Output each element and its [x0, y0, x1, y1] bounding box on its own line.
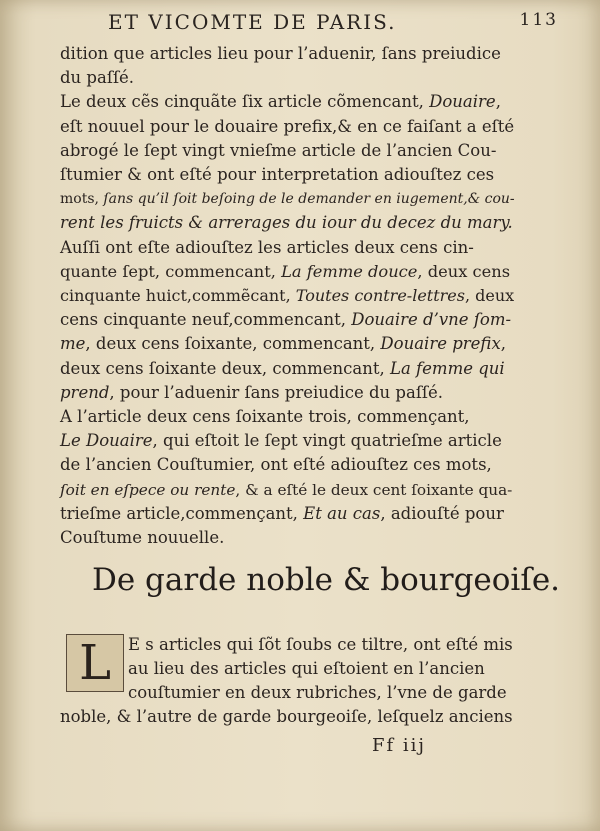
text-run: cinquante huict,commẽcant, — [60, 286, 296, 305]
italic-text: Toutes contre-lettres — [295, 286, 465, 305]
text-run: eſt nouuel pour le douaire prefix,& en ce faiſant a eſté — [60, 116, 515, 136]
decorated-initial-letter: L — [79, 635, 111, 691]
text-run: trieſme article,commençant, — [60, 503, 304, 523]
italic-text: Douaire prefix — [380, 334, 501, 354]
text-run: A l’article deux cens ſoixante trois, commençant, — [60, 407, 470, 426]
text-run: E s articles qui ſõt ſoubs ce tiltre, ont eſté mis — [128, 635, 513, 654]
text-run: couſtumier en deux rubriches, l’vne de garde — [128, 683, 507, 702]
text-line — [60, 405, 515, 429]
italic-text: prend — [60, 382, 110, 402]
text-run: , deux — [464, 286, 515, 305]
text-line — [60, 260, 515, 284]
text-line — [60, 453, 515, 477]
text-line — [128, 657, 515, 681]
text-line — [60, 66, 515, 90]
text-line — [60, 139, 515, 163]
text-line — [60, 211, 515, 235]
text-run: Couſtume nouuelle. — [60, 528, 225, 547]
text-line — [60, 284, 515, 308]
section-heading: De garde noble & bourgeoiſe. — [92, 562, 561, 598]
text-line — [60, 115, 515, 139]
text-run: dition que articles lieu pour l’aduenir, ſans preiudice — [60, 44, 501, 63]
text-line — [60, 478, 515, 502]
text-line — [60, 163, 515, 187]
decorated-initial — [66, 634, 124, 692]
text-line — [128, 681, 515, 705]
text-run: cens cinquante neuf,commencant, — [60, 310, 352, 330]
italic-text: Et au cas — [303, 503, 381, 523]
text-run: au lieu des articles qui eſtoient en l’ancien — [128, 659, 485, 678]
italic-text: La femme qui — [390, 358, 505, 378]
text-run: quante ſept, commencant, — [60, 261, 282, 281]
text-line — [60, 236, 515, 260]
text-run: , deux cens ſoixante, commencant, — [85, 334, 381, 354]
signature-mark: Ff iij — [372, 735, 426, 756]
page-number: 113 — [519, 10, 558, 30]
italic-text: La femme douce — [281, 261, 418, 281]
text-line — [60, 502, 515, 526]
text-line — [60, 705, 515, 729]
text-run: Auſſi ont eſte adiouſtez les articles deux cens cin- — [60, 237, 474, 257]
text-line — [60, 332, 515, 356]
text-run: abrogé le ſept vingt vnieſme article de l’ancien Cou- — [60, 140, 497, 160]
text-line — [60, 308, 515, 332]
italic-text: ſoit en eſpece ou rente — [60, 480, 236, 499]
text-line — [60, 381, 515, 405]
running-head — [108, 10, 558, 36]
text-run: , adiouſté pour — [380, 503, 504, 523]
text-run: mots, — [60, 191, 104, 208]
text-run: , qui eſtoit le ſept vingt quatrieſme article — [152, 431, 502, 451]
text-run: , deux cens — [417, 261, 511, 281]
text-run: , — [495, 92, 501, 112]
text-run: , & a eſté le deux cent ſoixante qua- — [235, 480, 513, 499]
text-run: noble, & l’autre de garde bourgeoiſe, leſquelz anciens — [60, 707, 513, 726]
text-line — [60, 357, 515, 381]
text-run: , pour l’aduenir ſans preiudice du paſſé. — [109, 382, 444, 402]
text-run: , — [500, 334, 506, 354]
text-run: du paſſé. — [60, 68, 135, 88]
text-line — [60, 526, 515, 550]
italic-text: Douaire — [429, 92, 496, 112]
text-run: Le deux cẽs cinquãte ſix article cõmencant, — [60, 92, 430, 112]
italic-text: rent les fruicts & arrerages du iour du decez du mary. — [60, 213, 513, 233]
text-run: deux cens ſoixante deux, commencant, — [60, 358, 391, 378]
text-line — [60, 429, 515, 453]
running-head-title: ET VICOMTE DE PARIS. — [108, 10, 397, 34]
italic-text: Le Douaire — [60, 431, 153, 451]
text-line — [60, 187, 515, 211]
italic-text: Douaire d’vne ſom- — [351, 310, 512, 330]
text-line — [128, 633, 515, 657]
italic-text: me — [60, 334, 86, 354]
text-run: ſtumier & ont eſté pour interpretation adiouſtez ces — [60, 165, 495, 184]
text-line — [60, 90, 515, 114]
text-line — [60, 42, 515, 66]
text-run: de l’ancien Couſtumier, ont eſté adiouſtez ces mots, — [60, 455, 492, 475]
italic-text: ſans qu’il ſoit beſoing de le demander en iugement,& cou- — [103, 191, 515, 208]
